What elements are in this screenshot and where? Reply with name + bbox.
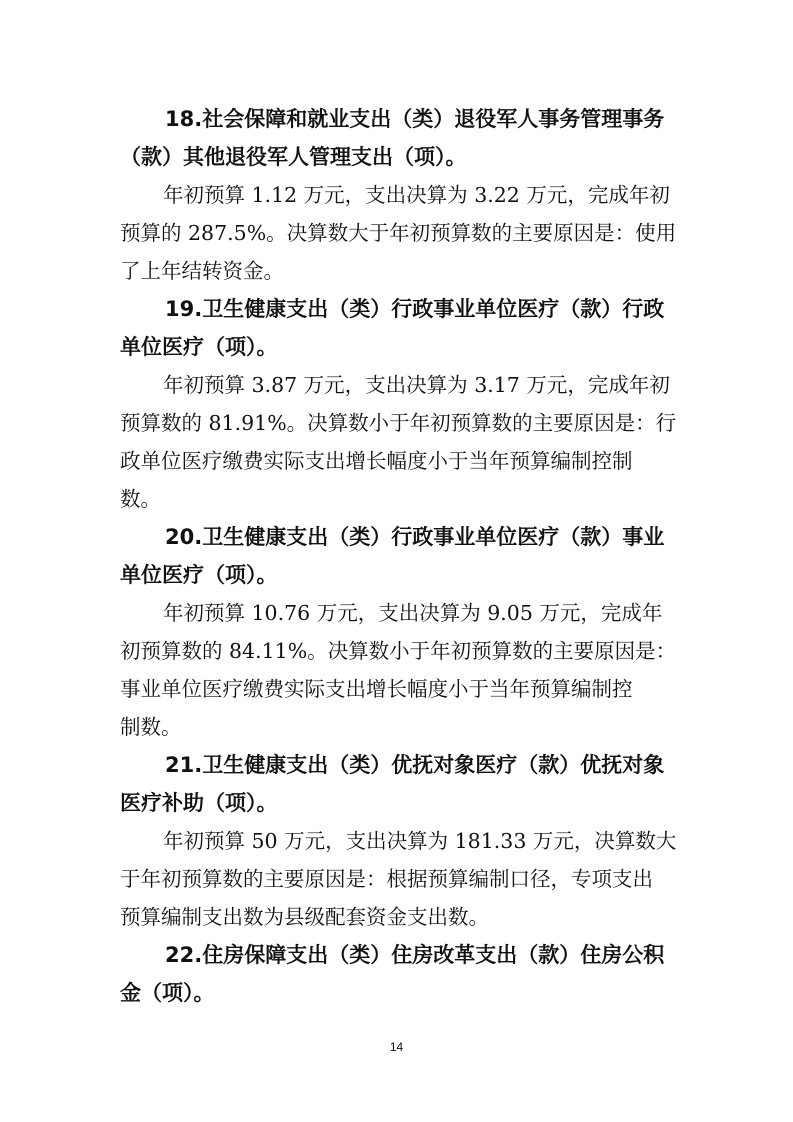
section-20-body-line-2: 初预算数的 84.11%。决算数小于年初预算数的主要原因是： [120,639,677,663]
section-19-body-line-1: 年初预算 3.87 万元，支出决算为 3.17 万元，完成年初 [163,373,670,397]
section-20-body-line-4: 制数。 [120,715,182,739]
page-number: 14 [389,1040,404,1054]
section-21-heading-line-2: 医疗补助（项）。 [120,791,278,815]
section-21-body-line-1: 年初预算 50 万元，支出决算为 181.33 万元，决算数大 [163,829,677,853]
section-20-body-line-1: 年初预算 10.76 万元，支出决算为 9.05 万元，完成年 [163,601,663,625]
section-21-body-line-3: 预算编制支出数为县级配套资金支出数。 [120,905,489,929]
section-18-heading-line-1: 18.社会保障和就业支出（类）退役军人事务管理事务 [165,107,665,131]
section-19-body-line-3: 政单位医疗缴费实际支出增长幅度小于当年预算编制控制 [120,449,633,473]
section-18-body-line-2: 预算的 287.5%。决算数大于年初预算数的主要原因是：使用 [120,221,677,245]
section-18-body-line-1: 年初预算 1.12 万元，支出决算为 3.22 万元，完成年初 [163,183,670,207]
section-19-heading-line-2: 单位医疗（项）。 [120,335,278,359]
section-18-heading-line-2: （款）其他退役军人管理支出（项）。 [120,145,467,169]
section-20-heading-line-2: 单位医疗（项）。 [120,563,278,587]
section-21-body-line-2: 于年初预算数的主要原因是：根据预算编制口径，专项支出 [120,867,653,891]
section-22-heading-line-2: 金（项）。 [120,981,215,1005]
section-22-heading-line-1: 22.住房保障支出（类）住房改革支出（款）住房公积 [165,943,665,967]
section-19-body-line-2: 预算数的 81.91%。决算数小于年初预算数的主要原因是：行 [120,411,677,435]
section-18-body-line-3: 了上年结转资金。 [120,259,284,283]
section-20-body-line-3: 事业单位医疗缴费实际支出增长幅度小于当年预算编制控 [120,677,633,701]
section-19-body-line-4: 数。 [120,487,161,511]
section-20-heading-line-1: 20.卫生健康支出（类）行政事业单位医疗（款）事业 [165,525,665,549]
section-21-heading-line-1: 21.卫生健康支出（类）优抚对象医疗（款）优抚对象 [165,753,665,777]
section-19-heading-line-1: 19.卫生健康支出（类）行政事业单位医疗（款）行政 [165,297,665,321]
